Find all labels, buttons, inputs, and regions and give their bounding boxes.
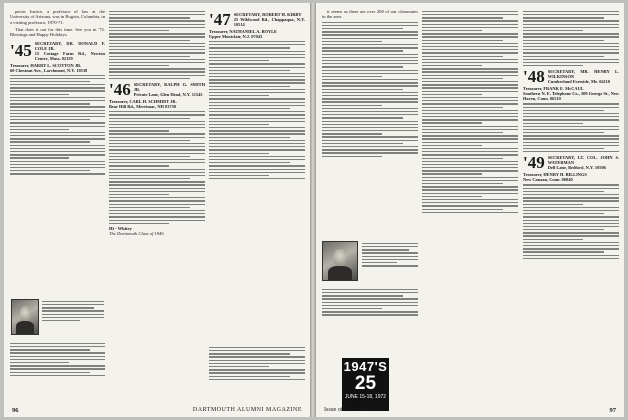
- treasurer-block: [10, 63, 105, 73]
- secretary-address: Private Lane, Glen Head, N.Y. 11545: [133, 92, 203, 98]
- secretary-name: SECRETARY, ROBERT H. KIRBY: [233, 12, 302, 17]
- right-column-1: [322, 9, 418, 400]
- treasurer-address: Upper Montclair, N.J. 07043: [209, 34, 263, 39]
- officer-block: [35, 41, 105, 61]
- body-text: [523, 11, 619, 66]
- publication-footer: DARTMOUTH ALUMNI MAGAZINE: [192, 407, 302, 413]
- treasurer-name: Treasurer, NATHANIEL A. BOYLE: [209, 29, 277, 34]
- officer-block: [234, 12, 305, 27]
- class-number: '48: [523, 67, 545, 87]
- left-column-1: [10, 9, 105, 177]
- class-heading-49: [523, 153, 619, 173]
- treasurer-name: Treasurer, FRANK E. McCAUL: [523, 86, 584, 92]
- treasurer-name: Treasurer, HENRY H. BILLINGS: [523, 172, 587, 178]
- sign-off-subtitle: The Dartmouth Class of 1946: [109, 231, 164, 237]
- body-text-lower: [10, 341, 105, 378]
- photo-side-text: [42, 299, 104, 323]
- treasurer-block: [209, 29, 305, 39]
- left-column-2: [109, 9, 205, 237]
- closing-note: That does it out for this time. See you in '72. Blessings and Happy Holidays.: [10, 26, 105, 38]
- right-page: [316, 3, 624, 417]
- column-opening-text: persis Justice, a professor of law at the University of Arizona, was in Bogota, Columbia, in a visiting professor, 1970-71.: [10, 9, 105, 25]
- class-number: '47: [209, 10, 231, 29]
- class-heading-48: [523, 67, 619, 87]
- photo-side-text: [362, 241, 418, 268]
- class-heading-46: [109, 80, 205, 100]
- treasurer-block: [523, 86, 619, 101]
- column-opening-text: it seems as there are over 200 of our classmates in the area.: [322, 9, 418, 20]
- body-text-2: [523, 103, 619, 152]
- body-text-lower: [322, 287, 418, 318]
- page-number-right: 97: [609, 407, 616, 414]
- class-heading-47: [209, 12, 305, 27]
- secretary-name: SECRETARY, DR. DONALD F. COLE JR.: [34, 40, 105, 51]
- body-text-3: [523, 184, 619, 259]
- class-heading-45: [10, 41, 105, 61]
- secretary-name: SECRETARY, RALPH G. SMITH JR.: [133, 82, 205, 93]
- treasurer-block: [523, 172, 619, 182]
- right-column-3: [523, 9, 619, 261]
- secretary-address: 15 Cottage Farm Rd., Newton Centre, Mass. 02159: [34, 50, 105, 61]
- officer-block: [548, 155, 619, 170]
- body-text: [322, 22, 418, 157]
- secretary-name: SECRETARY, MR. HENRY L. WILKINSON: [547, 69, 619, 80]
- body-text-2: [109, 111, 205, 224]
- treasurer-address: 60 Chestnut Ave., Larchmont, N.Y. 10538: [10, 67, 88, 73]
- magazine-spread: [4, 3, 624, 417]
- treasurer-address: Bear Hill Rd., Merrimac, NH 03750: [109, 104, 176, 110]
- secretary-address: 25 Wildwood Rd., Chappaqua, N.Y. 10514: [233, 17, 305, 27]
- body-text: [422, 11, 518, 213]
- page-number-left: 96: [12, 407, 19, 414]
- left-column-3: [209, 9, 305, 181]
- class-number: '46: [109, 80, 131, 100]
- treasurer-name: Treasurer, HARRY L. SCOTTON JR.: [10, 62, 82, 68]
- right-column-2: [422, 9, 518, 215]
- class-number: '45: [10, 41, 32, 61]
- reunion-logo: [342, 358, 389, 411]
- class-number: '49: [523, 153, 545, 173]
- issue-footer: Issue of December 1971: [324, 407, 383, 413]
- treasurer-address: New Canaan, Conn. 06840: [523, 177, 573, 183]
- portrait-photo: [11, 299, 39, 335]
- reunion-year: 1947'S: [343, 359, 388, 374]
- portrait-photo: [322, 241, 358, 281]
- secretary-address: Dell Lane, Bedford, N.Y. 10506: [547, 165, 606, 171]
- secretary-name: SECRETARY, LT. COL. JOHN S. WATERMAN: [547, 155, 619, 166]
- left-page: [4, 3, 310, 417]
- body-text: [109, 11, 205, 79]
- sign-off: Hi - Whitey: [109, 225, 132, 231]
- body-text-lower: [209, 345, 305, 382]
- treasurer-block: [109, 99, 205, 109]
- body-text: [10, 75, 105, 175]
- reunion-number: 25: [354, 373, 377, 394]
- secretary-address: Cumberland Foreside, Me. 04110: [547, 79, 610, 85]
- body-text: [209, 41, 305, 179]
- treasurer-address: Southern N. E. Telephone Co., 300 George St., New Haven, Conn. 06510: [523, 91, 619, 102]
- treasurer-name: Treasurer, CARL H. SCHMIDT JR.: [109, 99, 177, 105]
- officer-block: [134, 82, 205, 97]
- officer-block: [548, 69, 619, 84]
- reunion-dates: JUNE 15-18, 1972: [344, 394, 387, 400]
